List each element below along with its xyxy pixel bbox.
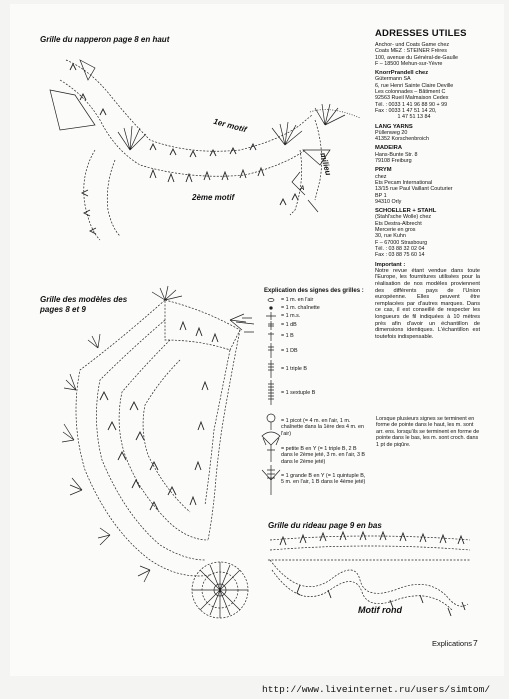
legend-item: = petite B en Y (= 1 triple B, 2 B dans le 2ème jeté, 3 m. en l'air, 3 B dans le 2ème jeté) bbox=[281, 446, 366, 465]
adresses-utiles bbox=[375, 28, 480, 340]
address-block-2: LANG YARNS Püllenweg 20 41352 Korschenbroich bbox=[375, 123, 429, 143]
mark-a: A bbox=[300, 186, 305, 192]
rideau-title: Grille du rideau page 9 en bas bbox=[268, 521, 382, 530]
motif-rond-label: Motif rond bbox=[358, 605, 402, 615]
legend-item: = 1 m.s. bbox=[281, 313, 301, 319]
legend-item: = 1 DB bbox=[281, 348, 298, 354]
legend-item: = 1 grande B en Y (= 1 quintuple B, 5 m. en l'air, 1 B dans le 4ème jeté) bbox=[281, 473, 366, 486]
legend-item: = 1 sextuple B bbox=[281, 390, 316, 396]
modeles-title-line2: pages 8 et 9 bbox=[40, 305, 86, 314]
address-block-5: SCHOELLER + STAHL (Stahl'sche Wolle) chez Ets Destra-Albrecht Mercerie en gros 30, rue Kuhn F – 67000 Strasbourg Tél. : 03 88 32 02 04 Fax : 03 88 75 60 14 bbox=[375, 208, 437, 259]
milieu-label: milieu bbox=[318, 151, 333, 177]
legend-note: Lorsque plusieurs signes se terminent en forme de pointe dans le haut, les m. sont arr. ens. lorsqu'ils se terminent en forme de pointe dans le bas, les m. sont croch. dans 1 pt de piqûre. bbox=[376, 416, 480, 448]
page-number: 7 bbox=[473, 638, 478, 648]
modeles-chart bbox=[62, 286, 254, 618]
legend-item: = 1 picot (= 4 m. en l'air, 1 m. chaînette dans la 1ère des 4 m. en l'air) bbox=[281, 418, 365, 437]
motif2-label: 2ème motif bbox=[192, 193, 235, 202]
address-block-0: Anchor- und Coats Game chez Coats MEZ : STEINER Frères 100, avenue du Général-de-Gaulle F – 18500 Mehun-sur-Yèvre bbox=[375, 42, 459, 67]
address-block-4: PRYM chez Ets Pecam International 13/15 rue Paul Vaillant Couturier BP 1 94310 Orly bbox=[375, 167, 453, 205]
address-block-1: KnorrPrandell chez Gütermann SA 6, rue Henri Sainte Claire Deville Les colonnades – Bâtiment C 92563 Rueil Malmaison Cedex Tél. : 0033 1 41 96 88 90 + 99 Fax : 0033 1 47 51 14 20, 1 47 51 13 84 bbox=[375, 70, 454, 121]
important-title: Important : bbox=[375, 261, 406, 268]
modeles-title-line1: Grille des modèles des bbox=[40, 295, 128, 304]
source-url: http://www.liveinternet.ru/users/simtom/ bbox=[262, 684, 491, 695]
legend-item: = 1 triple B bbox=[281, 366, 307, 372]
rideau-chart bbox=[268, 532, 470, 616]
legend-symbols bbox=[262, 299, 280, 496]
legend-item: = 1 dB bbox=[281, 322, 297, 328]
napperon-title: Grille du napperon page 8 en haut bbox=[40, 35, 170, 44]
legend-title: Explication des signes des grilles : bbox=[264, 288, 364, 294]
footer-section: Explications bbox=[432, 639, 473, 648]
legend-item: = 1 m. en l'air bbox=[281, 297, 314, 303]
legend-item: = 1 B bbox=[281, 333, 294, 339]
napperon-chart bbox=[50, 60, 360, 240]
adresses-heading: ADRESSES UTILES bbox=[375, 28, 467, 39]
address-block-3: MADEIRA Hans-Bunte Str. 8 79108 Freiburg bbox=[375, 145, 418, 165]
motif1-label: 1er motif bbox=[212, 116, 248, 135]
important-text: Notre revue étant vendue dans toute l'Europe, les fournitures utilisées pour la réalisation de nos modèles proviennent des différents pays de l'Union européenne. Elles peuvent être remplacées par d'autres marques. Dans ce cas, il est conseillé de respecter les longueurs de fil indiquées à 10 mètres près afin d'avoir un échantillon de dimensions identiques. L'échantillon est toutefois indispensable. bbox=[375, 267, 480, 340]
legend-item: = 1 m. chaînette bbox=[281, 305, 320, 311]
